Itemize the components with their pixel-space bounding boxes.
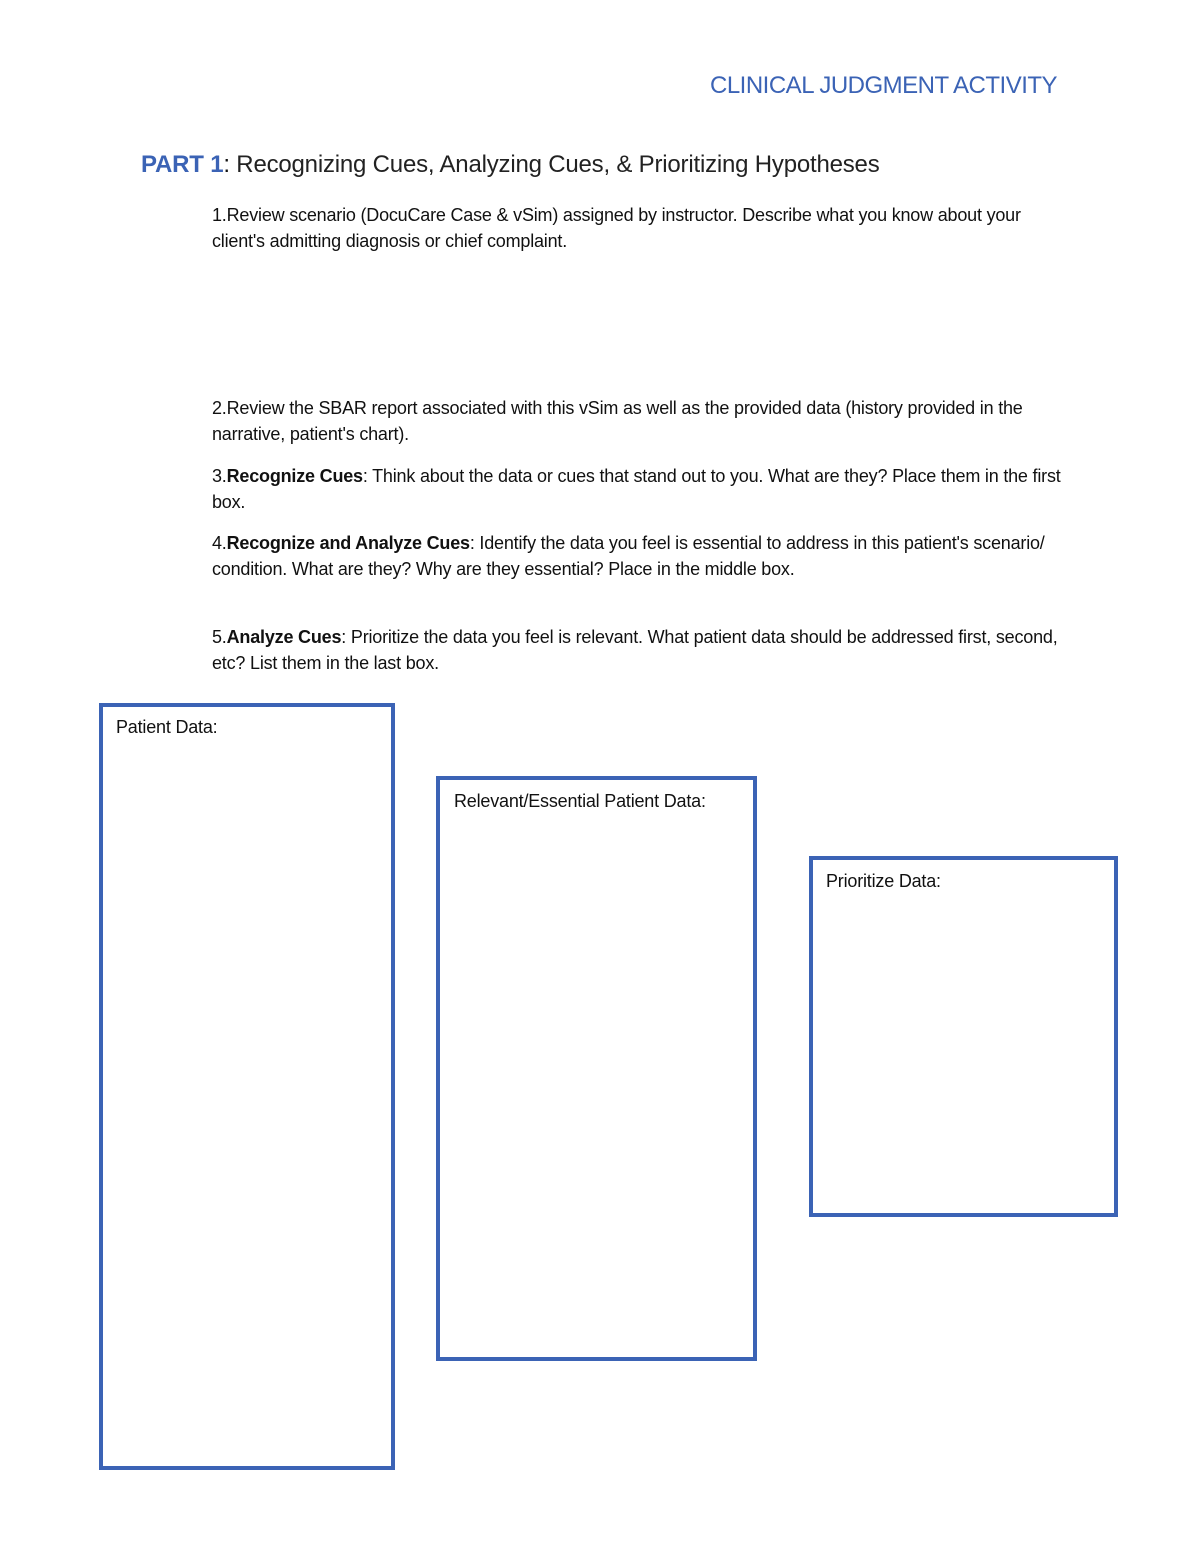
instruction-1 <box>212 202 1062 254</box>
instruction-number: 5. <box>212 627 227 647</box>
patient-data-box[interactable] <box>99 703 395 1470</box>
instruction-keyword: Recognize Cues <box>226 466 363 486</box>
instruction-number: 2. <box>212 398 227 418</box>
instruction-number: 4. <box>212 533 227 553</box>
relevant-data-label: Relevant/Essential Patient Data: <box>454 791 706 811</box>
part-label: PART 1 <box>141 151 224 178</box>
instruction-text: : Think about the data or cues that stand out to you. What are they? Place them in the first box. <box>212 466 1061 512</box>
patient-data-label: Patient Data: <box>116 717 218 737</box>
part-heading <box>141 151 880 179</box>
instruction-text: : Prioritize the data you feel is relevant. What patient data should be addressed first, second, etc? List them in the last box. <box>212 627 1058 673</box>
part-subtitle: Recognizing Cues, Analyzing Cues, & Prioritizing Hypotheses <box>229 151 880 178</box>
instruction-text: : Identify the data you feel is essential to address in this patient's scenario/ condition. What are they? Why are they essential? Place in the middle box. <box>212 533 1045 579</box>
instruction-5 <box>212 624 1062 676</box>
prioritize-data-label: Prioritize Data: <box>826 871 941 891</box>
instruction-keyword: Analyze Cues <box>226 627 342 647</box>
instruction-3 <box>212 463 1062 515</box>
instruction-2 <box>212 395 1062 447</box>
relevant-data-box[interactable] <box>436 776 757 1361</box>
instruction-text: Review the SBAR report associated with this vSim as well as the provided data (history provided in the narrative, patient's chart). <box>212 398 1023 444</box>
instruction-text: Review scenario (DocuCare Case & vSim) assigned by instructor. Describe what you know about your client's admitting diagnosis or chief complaint. <box>212 205 1021 251</box>
prioritize-data-box[interactable] <box>809 856 1118 1217</box>
instruction-keyword: Recognize and Analyze Cues <box>226 533 470 553</box>
instruction-number: 3. <box>212 466 227 486</box>
instruction-4 <box>212 530 1062 582</box>
document-title: CLINICAL JUDGMENT ACTIVITY <box>710 72 1058 99</box>
part-separator: : <box>223 151 230 178</box>
instruction-number: 1. <box>212 205 227 225</box>
